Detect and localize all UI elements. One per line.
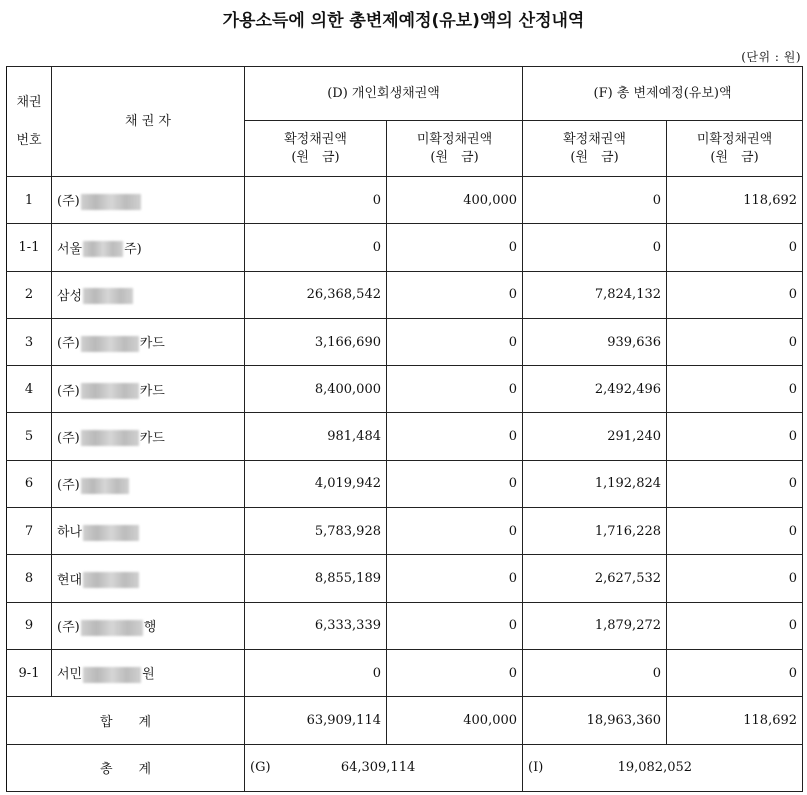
d-confirmed-header [245, 121, 387, 177]
d-unconfirmed-cell: 0 [387, 602, 523, 649]
d-unconfirmed-cell: 0 [387, 413, 523, 460]
d-confirmed-header-line2: (원 금) [291, 149, 340, 165]
creditor-name-suffix: 원 [142, 667, 155, 683]
creditor-no-header [7, 67, 52, 177]
grand-total-label: 총 계 [7, 744, 245, 791]
f-confirmed-cell: 291,240 [523, 413, 667, 460]
redacted-name-mask [83, 525, 139, 541]
redacted-name-mask [81, 620, 143, 636]
creditor-name-suffix: 카드 [139, 430, 165, 446]
d-confirmed-cell: 5,783,928 [245, 508, 387, 555]
creditor-name-prefix: 하나 [57, 525, 83, 541]
creditor-name [52, 602, 245, 649]
redacted-name-mask [81, 383, 139, 399]
redacted-name-mask [83, 667, 141, 683]
creditor-name-prefix: (주) [57, 383, 80, 399]
creditor-no: 1-1 [7, 224, 52, 271]
redacted-name-mask [81, 430, 139, 446]
d-confirmed-cell: 0 [245, 649, 387, 696]
creditor-no: 2 [7, 271, 52, 318]
d-unconfirmed-cell: 0 [387, 318, 523, 365]
creditor-no: 7 [7, 508, 52, 555]
table-row [7, 460, 803, 507]
table-row [7, 271, 803, 318]
creditor-no-header-line2: 번호 [16, 132, 42, 148]
d-confirmed-cell: 0 [245, 177, 387, 224]
repayment-table [6, 66, 803, 792]
table-row [7, 224, 803, 271]
f-confirmed-header-line2: (원 금) [570, 149, 619, 165]
grand-total-i-label: (I) [528, 760, 544, 776]
f-confirmed-cell: 0 [523, 224, 667, 271]
creditor-no: 3 [7, 318, 52, 365]
table-row [7, 318, 803, 365]
creditor-name [52, 555, 245, 602]
d-unconfirmed-header [387, 121, 523, 177]
creditor-name [52, 508, 245, 555]
f-unconfirmed-cell: 118,692 [667, 177, 803, 224]
f-confirmed-cell: 2,492,496 [523, 366, 667, 413]
d-unconfirmed-cell: 400,000 [387, 177, 523, 224]
f-unconfirmed-cell: 0 [667, 555, 803, 602]
d-unconfirmed-cell: 0 [387, 555, 523, 602]
creditor-name-prefix: (주) [57, 194, 80, 210]
f-confirmed-cell: 1,716,228 [523, 508, 667, 555]
grand-total-i-value: 19,082,052 [617, 760, 693, 776]
subtotal-f-confirmed: 18,963,360 [523, 697, 667, 744]
f-unconfirmed-cell: 0 [667, 508, 803, 555]
f-unconfirmed-cell: 0 [667, 366, 803, 413]
f-confirmed-cell: 0 [523, 649, 667, 696]
creditor-name [52, 649, 245, 696]
d-unconfirmed-cell: 0 [387, 460, 523, 507]
d-confirmed-cell: 3,166,690 [245, 318, 387, 365]
creditor-name-suffix: 행 [143, 620, 157, 636]
d-confirmed-cell: 26,368,542 [245, 271, 387, 318]
f-unconfirmed-header-line2: (원 금) [710, 149, 759, 165]
creditor-name-suffix: 주) [124, 241, 142, 257]
grand-total-row [7, 744, 803, 791]
creditor-name-prefix: (주) [57, 430, 80, 446]
creditor-name-prefix: 서울 [57, 241, 83, 257]
table-row [7, 649, 803, 696]
subtotal-label: 합 계 [7, 697, 245, 744]
table-row [7, 413, 803, 460]
f-unconfirmed-cell: 0 [667, 271, 803, 318]
grand-total-i [523, 744, 803, 791]
header-row-1 [7, 67, 803, 121]
creditor-no: 5 [7, 413, 52, 460]
redacted-name-mask [83, 572, 139, 588]
redacted-name-mask [81, 336, 139, 352]
d-unconfirmed-cell: 0 [387, 224, 523, 271]
f-confirmed-cell: 2,627,532 [523, 555, 667, 602]
table-row [7, 602, 803, 649]
d-unconfirmed-cell: 0 [387, 649, 523, 696]
creditor-no: 4 [7, 366, 52, 413]
f-confirmed-cell: 0 [523, 177, 667, 224]
d-confirmed-cell: 4,019,942 [245, 460, 387, 507]
creditor-no: 8 [7, 555, 52, 602]
subtotal-d-unconfirmed: 400,000 [387, 697, 523, 744]
f-unconfirmed-cell: 0 [667, 602, 803, 649]
grand-total-g-value: 64,309,114 [340, 760, 416, 776]
creditor-name-prefix: 삼성 [57, 288, 83, 304]
subtotal-d-confirmed: 63,909,114 [245, 697, 387, 744]
creditor-name [52, 413, 245, 460]
f-unconfirmed-cell: 0 [667, 649, 803, 696]
d-confirmed-header-line1: 확정채권액 [284, 131, 347, 147]
grand-total-g-label: (G) [250, 760, 271, 776]
f-unconfirmed-header [667, 121, 803, 177]
creditor-name [52, 224, 245, 271]
page-title: 가용소득에 의한 총변제예정(유보)액의 산정내역 [222, 11, 585, 31]
subtotal-row [7, 697, 803, 744]
f-unconfirmed-cell: 0 [667, 224, 803, 271]
group-f-header: (F) 총 변제예정(유보)액 [523, 67, 803, 121]
f-confirmed-header [523, 121, 667, 177]
creditor-no: 6 [7, 460, 52, 507]
group-d-header: (D) 개인회생채권액 [245, 67, 523, 121]
creditor-header: 채 권 자 [52, 67, 245, 177]
creditor-name-suffix: 카드 [139, 336, 165, 352]
f-unconfirmed-cell: 0 [667, 460, 803, 507]
f-confirmed-cell: 1,879,272 [523, 602, 667, 649]
f-unconfirmed-cell: 0 [667, 318, 803, 365]
redacted-name-mask [81, 478, 129, 494]
redacted-name-mask [83, 288, 133, 304]
table-row [7, 555, 803, 602]
creditor-no: 1 [7, 177, 52, 224]
f-confirmed-header-line1: 확정채권액 [563, 131, 626, 147]
creditor-name-suffix: 카드 [139, 383, 165, 399]
table-row [7, 177, 803, 224]
d-unconfirmed-cell: 0 [387, 271, 523, 318]
creditor-name-prefix: (주) [57, 478, 80, 494]
f-confirmed-cell: 939,636 [523, 318, 667, 365]
data-rows [7, 177, 803, 697]
d-confirmed-cell: 8,855,189 [245, 555, 387, 602]
d-confirmed-cell: 6,333,339 [245, 602, 387, 649]
d-unconfirmed-cell: 0 [387, 508, 523, 555]
unit-label: (단위 : 원) [741, 50, 801, 64]
creditor-name [52, 177, 245, 224]
creditor-name-prefix: (주) [57, 620, 80, 636]
d-confirmed-cell: 8,400,000 [245, 366, 387, 413]
redacted-name-mask [83, 241, 123, 257]
creditor-name [52, 318, 245, 365]
creditor-no-header-line1: 채권 [16, 94, 42, 110]
creditor-no: 9-1 [7, 649, 52, 696]
subtotal-f-unconfirmed: 118,692 [667, 697, 803, 744]
d-unconfirmed-header-line2: (원 금) [430, 149, 479, 165]
grand-total-g [245, 744, 523, 791]
d-confirmed-cell: 0 [245, 224, 387, 271]
creditor-name [52, 271, 245, 318]
d-unconfirmed-cell: 0 [387, 366, 523, 413]
creditor-no: 9 [7, 602, 52, 649]
f-confirmed-cell: 1,192,824 [523, 460, 667, 507]
f-confirmed-cell: 7,824,132 [523, 271, 667, 318]
f-unconfirmed-header-line1: 미확정채권액 [696, 131, 773, 147]
creditor-name-prefix: (주) [57, 336, 80, 352]
creditor-name-prefix: 서민 [57, 667, 83, 683]
d-unconfirmed-header-line1: 미확정채권액 [416, 131, 493, 147]
redacted-name-mask [81, 194, 141, 210]
f-unconfirmed-cell: 0 [667, 413, 803, 460]
d-confirmed-cell: 981,484 [245, 413, 387, 460]
table-row [7, 508, 803, 555]
creditor-name-prefix: 현대 [57, 572, 83, 588]
creditor-name [52, 366, 245, 413]
creditor-name [52, 460, 245, 507]
table-row [7, 366, 803, 413]
